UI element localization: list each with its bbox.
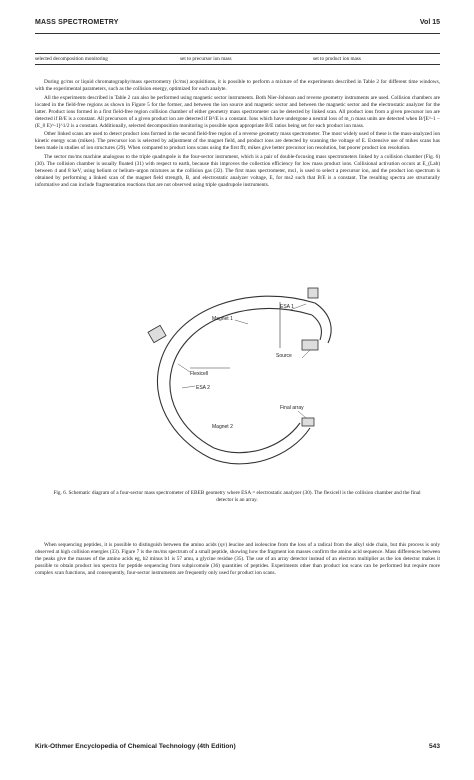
page-header [35, 19, 440, 31]
flight-tube-lower [157, 363, 210, 458]
table-cell-ms1: set to precursor ion mass [180, 56, 232, 62]
label-esa2: ESA 2 [196, 385, 210, 391]
diagram-svg [130, 268, 350, 478]
magnet-1-inner [172, 308, 312, 368]
label-magnet1: Magnet 1 [212, 316, 233, 322]
flight-tube-lower-inner [170, 368, 214, 448]
leader-final-array [298, 411, 306, 418]
label-source: Source [276, 353, 292, 359]
label-final-array: Final array [280, 405, 304, 411]
paragraph: Other linked scans are used to detect product ions formed in the second field-free region of a reverse geometry mass spectrometer. The most widely used of these is the mass-analyzed ion kinetic energy scan (mikes). The precursor ion is selected by adjustment of the magnet field, and product ions are detected by scanning the voltage of E. Extensive use of mikes scans has been made in studies of ion structures (29). When compared to product ions scans using the first ffr, mikes give better precursor ion resolution, but poorer product ion resolution. [35, 131, 440, 151]
paragraph: All the experiments described in Table 2 can also be performed using magnetic sector instruments. Both Nier-Johnson and reverse geometry instruments are used. Collision chambers are located in the field-free regions as shown in Figure 5 for the former, and between the ion source and magnetic sector and between the magnetic sector and the electrostatic analyzer for the latter. Product ions formed in a first field-free region collision chamber of either geometry mass spectrometer can be detected by linked scan. All product ions from a given precursor ion are detected if B/E is a constant. All precursors of a given product ion are detected if B²/E is a constant. Ions which have undergone a neutral loss of m_n mass units are detected when B/[E^-1 − (E_0 E)^-1]^1/2 is a constant. Additionally, selected decomposition monitoring is possible upon appropriate B/E ratios being set for each product ion mass. [35, 94, 440, 129]
final-array-block [302, 418, 314, 426]
body-text-bottom [35, 542, 440, 579]
paragraph: During gc/ms or liquid chromatography/mass spectrometry (lc/ms) acquisitions, it is possible to perform a mixture of the experiments described in Table 2 for different time windows, with the experimental parameters, such as the collision energy, optimized for each analyte. [35, 79, 440, 92]
leader-magnet1 [235, 320, 248, 324]
leader-source [302, 350, 310, 358]
body-text-top [35, 79, 440, 190]
flexicell-block [148, 325, 166, 342]
volume-number: Vol 15 [419, 19, 440, 26]
running-title: MASS SPECTROMETRY [35, 19, 119, 26]
paragraph: When sequencing peptides, it is possible to distinguish between the amino acids (qv) leucine and isoleucine from the loss of a radical from the alkyl side chain, but this process is only observed at high collision energies (33). Figure 7 is the ms/ms spectrum of a small peptide, showing how the fragment ion masses confirm the amino acid sequence. Mass differences between the peaks give the masses of the amino acids eg, b2 minus b1 is 57 amu, a glycine residue (35). The use of an array detector instead of an electron multiplier as the ion detector makes it possible to obtain product ion spectra for peptide sequencing from subpicomole (36) quantities of peptides. Experiments other than product ion scans can be performed but require more complex scan functions, and consequently, four-sector instruments are frequently only used for product ion scans. [35, 542, 440, 576]
esa1-block [308, 288, 318, 298]
leader-esa2 [182, 386, 195, 388]
table-cell-scan: selected decomposition monitoring [35, 56, 108, 62]
esa-1 [315, 303, 331, 343]
table-rule-top [35, 53, 440, 54]
page-footer [35, 743, 440, 753]
header-rule [35, 33, 440, 34]
four-sector-diagram [130, 268, 350, 478]
leader-flexicell [178, 364, 190, 372]
page-number: 543 [428, 743, 440, 750]
table-rule-bottom [35, 64, 440, 65]
label-flexicell: Flexicell [190, 371, 209, 377]
label-magnet2: Magnet 2 [212, 424, 233, 430]
footer-title: Kirk-Othmer Encyclopedia of Chemical Technology (4th Edition) [35, 743, 236, 750]
magnet-2 [210, 428, 310, 464]
table-cell-ms2: set to product ion mass [313, 56, 361, 62]
source-block [302, 340, 318, 350]
figure-caption: Fig. 6. Schematic diagram of a four-sector mass spectrometer of EBEB geometry where ESA = electrostatic analyzer (30). The flexicell is the collision chamber and the final detector is an array. [53, 490, 421, 503]
paragraph: The sector ms/ms machine analogous to the triple quadrupole is the four-sector instrument, which is a pair of double-focusing mass spectrometers linked by a collision chamber (Fig. 6) (30). The collision chamber is usually floated (31) with respect to earth, because this improves the collection efficiency for low mass product ions. Collisional activation occurs at E_(Lab) between 4 and 8 keV, using helium or helium–argon mixtures as the collision gas (32). The first mass spectrometer, ms1, is used to select a precursor ion, and the product ion spectrum is obtained by performing a linked scan of the magnet field strength, B, and electrostatic analyzer voltage, E, for ms2 such that B/E is a constant. The resulting spectra are structurally informative and can include fragmentation reactions that are not observed using triple quadrupole instruments. [35, 153, 440, 188]
label-esa1: ESA 1 [280, 304, 294, 310]
esa-1-inner [312, 315, 321, 340]
